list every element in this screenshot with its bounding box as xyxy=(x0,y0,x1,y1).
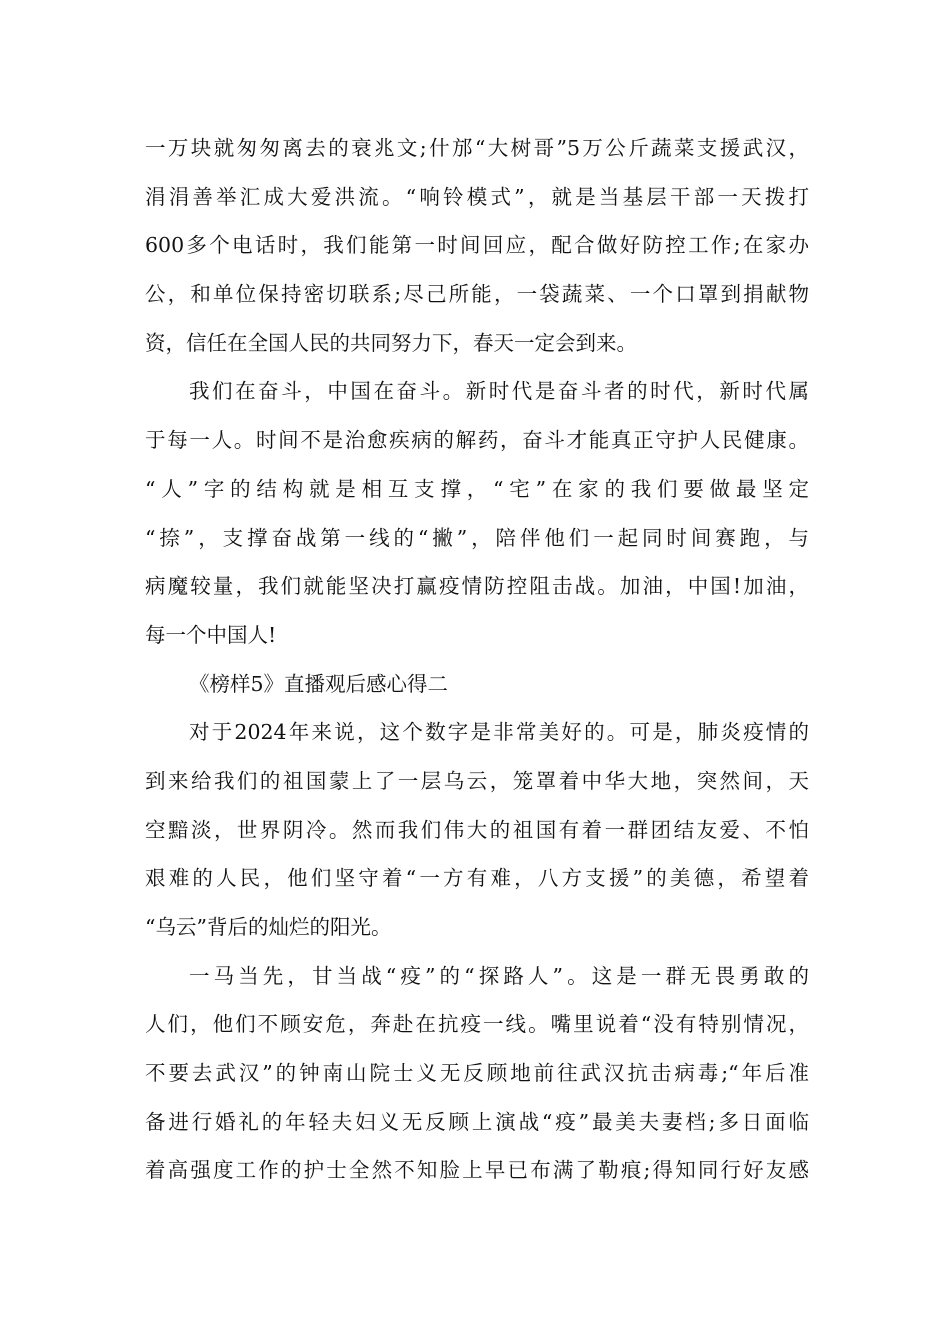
paragraph xyxy=(145,708,809,951)
text-line: 人们，他们不顾安危，奔赴在抗疫一线。嘴里说着“没有特别情况， xyxy=(145,1012,809,1037)
text-line: 空黯淡，世界阴冷。然而我们伟大的祖国有着一群团结友爱、不怕 xyxy=(145,817,809,842)
text-line: 着高强度工作的护士全然不知脸上早已布满了勒痕;得知同行好友感 xyxy=(145,1158,809,1183)
text-line: 到来给我们的祖国蒙上了一层乌云，笼罩着中华大地，突然间，天 xyxy=(145,768,809,793)
text-line: “乌云”背后的灿烂的阳光。 xyxy=(145,915,392,939)
text-line: 艰难的人民，他们坚守着“一方有难，八方支援”的美德，希望着 xyxy=(145,866,809,891)
text-line: 我们在奋斗，中国在奋斗。新时代是奋斗者的时代，新时代属 xyxy=(189,379,809,404)
paragraph xyxy=(145,952,809,1195)
text-line: 每一个中国人! xyxy=(145,622,277,647)
text-line: 资，信任在全国人民的共同努力下，春天一定会到来。 xyxy=(145,330,637,355)
document-body xyxy=(145,124,809,1195)
text-line: 病魔较量，我们就能坚决打赢疫情防控阻击战。加油，中国!加油， xyxy=(145,574,809,599)
text-line: 涓涓善举汇成大爱洪流。“响铃模式”，就是当基层干部一天拨打 xyxy=(145,184,809,209)
text-line: 备进行婚礼的年轻夫妇义无反顾上演战“疫”最美夫妻档;多日面临 xyxy=(145,1109,809,1134)
text-line: 公，和单位保持密切联系;尽己所能，一袋蔬菜、一个口罩到捐献物 xyxy=(145,282,809,307)
text-line: 不要去武汉”的钟南山院士义无反顾地前往武汉抗击病毒;“年后准 xyxy=(145,1061,809,1086)
paragraph xyxy=(145,367,809,659)
heading-text: 《榜样5》直播观后感心得二 xyxy=(189,671,449,696)
text-line: 600多个电话时，我们能第一时间回应，配合做好防控工作;在家办 xyxy=(145,233,809,258)
text-line: 对于2024年来说，这个数字是非常美好的。可是，肺炎疫情的 xyxy=(189,720,809,745)
text-line: “捺”，支撑奋战第一线的“撇”，陪伴他们一起同时间赛跑，与 xyxy=(145,525,809,550)
paragraph-continuation xyxy=(145,124,809,367)
text-line: 于每一人。时间不是治愈疾病的解药，奋斗才能真正守护人民健康。 xyxy=(145,428,809,453)
text-line: “人”字的结构就是相互支撑，“宅”在家的我们要做最坚定 xyxy=(145,476,809,501)
text-line: 一马当先，甘当战“疫”的“探路人”。这是一群无畏勇敢的 xyxy=(189,963,809,988)
text-line: 一万块就匆匆离去的衰兆文;什邡“大树哥”5万公斤蔬菜支援武汉， xyxy=(145,136,809,160)
section-heading xyxy=(145,660,809,709)
